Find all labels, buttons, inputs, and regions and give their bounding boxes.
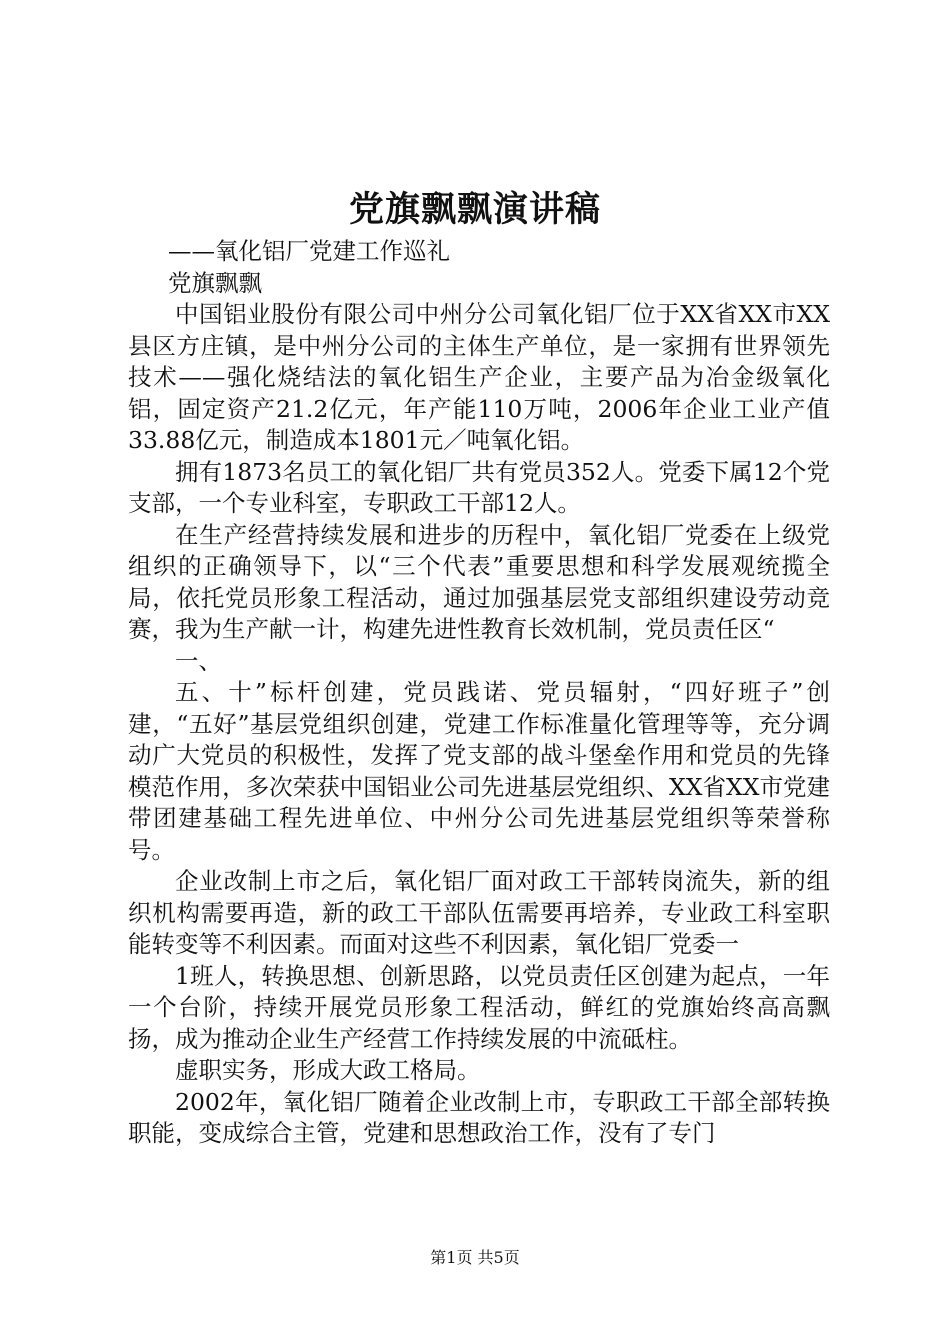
paragraph: 中国铝业股份有限公司中州分公司氧化铝厂位于XX省XX市XX县区方庄镇，是中州分公司的主体生产单位，是一家拥有世界领先技术——强化烧结法的氧化铝生产企业，主要产品为冶金级氧化铝，固定资产21.2亿元，年产能110万吨，2006年企业工业产值33.88亿元，制造成本1801元／吨氧化铝。 (128, 300, 830, 454)
paragraph: 企业改制上市之后，氧化铝厂面对政工干部转岗流失，新的组织机构需要再造，新的政工干部队伍需要再培养，专业政工科室职能转变等不利因素。而面对这些不利因素，氧化铝厂党委一 (128, 867, 830, 958)
section-heading: 党旗飘飘 (168, 268, 262, 297)
paragraph: 1班人，转换思想、创新思路，以党员责任区创建为起点，一年一个台阶，持续开展党员形象工程活动，鲜红的党旗始终高高飘扬，成为推动企业生产经营工作持续发展的中流砥柱。 (128, 961, 830, 1053)
paragraph: 五、十”标杆创建，党员践诺、党员辐射，“四好班子”创建，“五好”基层党组织创建，党建工作标准量化管理等等，充分调动广大党员的积极性，发挥了党支部的战斗堡垒作用和党员的先锋模范作用，多次荣获中国铝业公司先进基层党组织、XX省XX市党建带团建基础工程先进单位、中州分公司先进基层党组织等荣誉称号。 (128, 678, 830, 864)
page-footer: 第1页 共5页 (430, 1248, 520, 1267)
paragraph: 拥有1873名员工的氧化铝厂共有党员352人。党委下属12个党支部，一个专业科室，专职政工干部12人。 (128, 457, 830, 517)
document-title: 党旗飘飘演讲稿 (348, 189, 601, 230)
document-subtitle: ——氧化铝厂党建工作巡礼 (168, 237, 450, 265)
paragraph: 虚职实务，形成大政工格局。 (175, 1056, 481, 1084)
paragraph: 一、 (175, 646, 222, 675)
paragraph: 在生产经营持续发展和进步的历程中，氧化铝厂党委在上级党组织的正确领导下，以“三个代表”重要思想和科学发展观统揽全局，依托党员形象工程活动，通过加强基层党支部组织建设劳动竞赛，我为生产献一计，构建先进性教育长效机制，党员责任区“ (128, 520, 830, 643)
document-body (128, 236, 830, 1150)
paragraph: 2002年，氧化铝厂随着企业改制上市，专职政工干部全部转换职能，变成综合主管，党建和思想政治工作，没有了专门 (128, 1087, 830, 1147)
